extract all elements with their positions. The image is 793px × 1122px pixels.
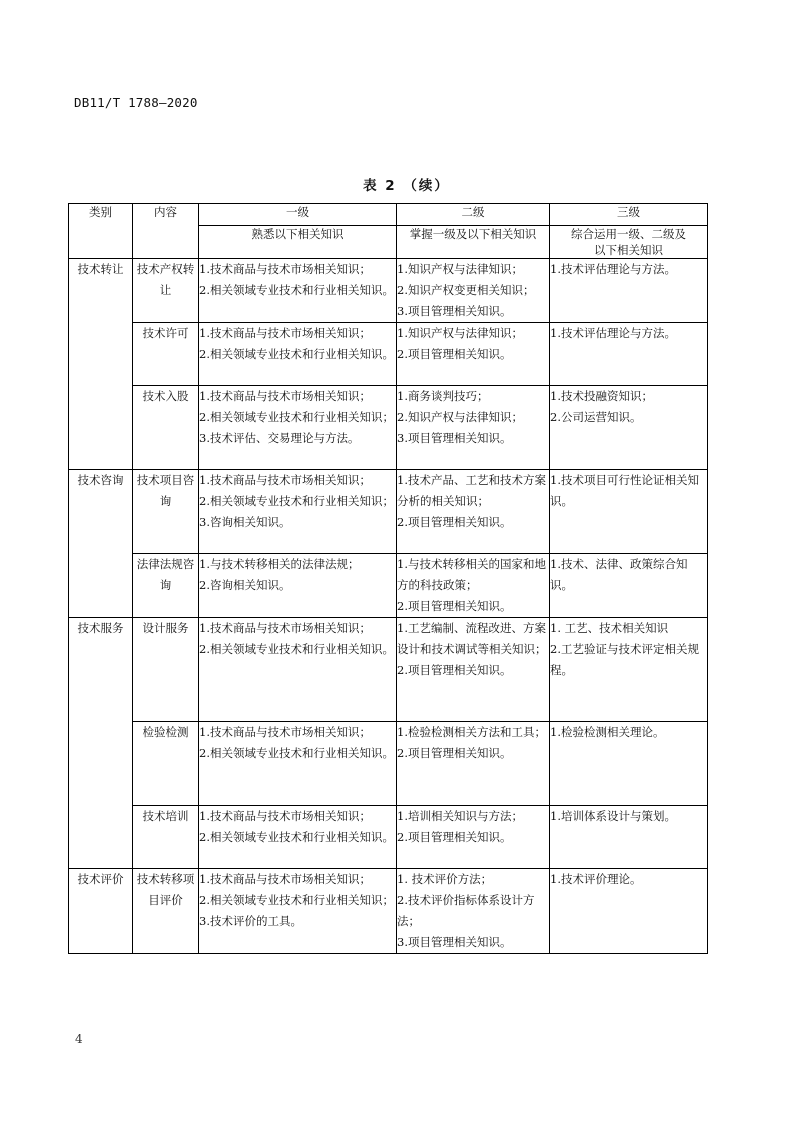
knowledge-item: 1.技术商品与技术市场相关知识； — [199, 809, 371, 823]
knowledge-item: 3.咨询相关知识。 — [199, 515, 291, 529]
knowledge-item: 1.技术产品、工艺和技术方案分析的相关知识； — [397, 473, 546, 508]
content-cell: 设计服务 — [133, 618, 199, 722]
category-cell: 技术咨询 — [69, 470, 133, 618]
content-cell: 技术产权转让 — [133, 259, 199, 323]
level3-cell — [550, 806, 708, 869]
table-row — [69, 806, 708, 869]
knowledge-item: 1.技术商品与技术市场相关知识； — [199, 725, 371, 739]
table-row — [69, 259, 708, 323]
knowledge-item: 1.知识产权与法律知识； — [397, 262, 523, 276]
knowledge-item: 2.项目管理相关知识。 — [397, 599, 512, 613]
level2-cell — [397, 554, 550, 618]
knowledge-item: 1.技术商品与技术市场相关知识； — [199, 262, 371, 276]
level1-cell — [199, 869, 397, 954]
knowledge-item: 2.工艺验证与技术评定相关规程。 — [550, 642, 699, 677]
knowledge-item: 1. 工艺、技术相关知识 — [550, 621, 669, 635]
knowledge-item: 1.培训相关知识与方法； — [397, 809, 523, 823]
header-level2-desc: 掌握一级及以下相关知识 — [397, 226, 550, 259]
level2-cell — [397, 259, 550, 323]
table-row — [69, 722, 708, 806]
level3-cell — [550, 722, 708, 806]
knowledge-item: 2.知识产权变更相关知识； — [397, 283, 535, 297]
category-cell: 技术评价 — [69, 869, 133, 954]
knowledge-item: 1.技术评估理论与方法。 — [550, 326, 676, 340]
knowledge-item: 3.技术评价的工具。 — [199, 914, 302, 928]
knowledge-item: 1.商务谈判技巧； — [397, 389, 489, 403]
table-row — [69, 470, 708, 554]
level1-cell — [199, 618, 397, 722]
header-level1: 一级 — [199, 204, 397, 226]
knowledge-item: 1.技术、法律、政策综合知识。 — [550, 557, 688, 592]
knowledge-item: 2.技术评价指标体系设计方法； — [397, 893, 535, 928]
table-caption: 表 2 （续） — [363, 178, 450, 194]
knowledge-item: 3.项目管理相关知识。 — [397, 935, 512, 949]
knowledge-item: 3.项目管理相关知识。 — [397, 431, 512, 445]
knowledge-item: 2.项目管理相关知识。 — [397, 746, 512, 760]
level2-cell — [397, 806, 550, 869]
level2-cell — [397, 386, 550, 470]
level2-cell — [397, 470, 550, 554]
header-level1-desc: 熟悉以下相关知识 — [199, 226, 397, 259]
content-cell: 检验检测 — [133, 722, 199, 806]
knowledge-item: 1.技术项目可行性论证相关知识。 — [550, 473, 699, 508]
knowledge-item: 2.相关领域专业技术和行业相关知识。 — [199, 283, 394, 297]
table-row — [69, 323, 708, 386]
level1-cell — [199, 806, 397, 869]
knowledge-item: 2.相关领域专业技术和行业相关知识。 — [199, 347, 394, 361]
level3-cell — [550, 554, 708, 618]
header-row-levels — [69, 204, 708, 226]
knowledge-item: 2.相关领域专业技术和行业相关知识。 — [199, 830, 394, 844]
knowledge-item: 1.技术商品与技术市场相关知识； — [199, 473, 371, 487]
header-category: 类别 — [69, 204, 133, 259]
level2-cell — [397, 869, 550, 954]
knowledge-item: 1.技术商品与技术市场相关知识； — [199, 326, 371, 340]
knowledge-item: 1.技术商品与技术市场相关知识； — [199, 872, 371, 886]
category-cell: 技术服务 — [69, 618, 133, 869]
level2-cell — [397, 323, 550, 386]
header-level2: 二级 — [397, 204, 550, 226]
table-body — [69, 259, 708, 954]
page-number: 4 — [75, 1032, 83, 1046]
knowledge-item: 2.知识产权与法律知识； — [397, 410, 523, 424]
level1-cell — [199, 259, 397, 323]
level3-cell — [550, 259, 708, 323]
level3-cell — [550, 869, 708, 954]
level3-cell — [550, 618, 708, 722]
knowledge-item: 2.项目管理相关知识。 — [397, 515, 512, 529]
content-cell: 技术许可 — [133, 323, 199, 386]
knowledge-item: 1.技术评价理论。 — [550, 872, 642, 886]
knowledge-item: 2.项目管理相关知识。 — [397, 830, 512, 844]
knowledge-item: 1.培训体系设计与策划。 — [550, 809, 676, 823]
knowledge-item: 2.相关领域专业技术和行业相关知识。 — [199, 642, 394, 656]
table-row — [69, 618, 708, 722]
header-level3-desc: 综合运用一级、二级及以下相关知识 — [550, 226, 708, 259]
table-row — [69, 869, 708, 954]
knowledge-item: 3.项目管理相关知识。 — [397, 304, 512, 318]
content-cell: 技术转移项目评价 — [133, 869, 199, 954]
level1-cell — [199, 470, 397, 554]
level3-cell — [550, 323, 708, 386]
header-level3: 三级 — [550, 204, 708, 226]
level1-cell — [199, 722, 397, 806]
knowledge-item: 1.工艺编制、流程改进、方案设计和技术调试等相关知识； — [397, 621, 547, 656]
table-row — [69, 554, 708, 618]
content-cell: 技术项目咨询 — [133, 470, 199, 554]
level3-cell — [550, 470, 708, 554]
knowledge-item: 1.与技术转移相关的国家和地方的科技政策； — [397, 557, 546, 592]
level2-cell — [397, 722, 550, 806]
level1-cell — [199, 386, 397, 470]
level3-cell — [550, 386, 708, 470]
knowledge-requirements-table — [68, 203, 708, 954]
document-code: DB11/T 1788—2020 — [74, 95, 198, 110]
knowledge-item: 1.技术评估理论与方法。 — [550, 262, 676, 276]
knowledge-item: 1.检验检测相关方法和工具； — [397, 725, 546, 739]
knowledge-item: 1.技术投融资知识； — [550, 389, 653, 403]
knowledge-item: 2.项目管理相关知识。 — [397, 347, 512, 361]
knowledge-item: 1.技术商品与技术市场相关知识； — [199, 621, 371, 635]
category-cell: 技术转让 — [69, 259, 133, 470]
level2-cell — [397, 618, 550, 722]
knowledge-item: 2.相关领域专业技术和行业相关知识； — [199, 410, 394, 424]
level1-cell — [199, 554, 397, 618]
knowledge-item: 3.技术评估、交易理论与方法。 — [199, 431, 360, 445]
knowledge-item: 2.公司运营知识。 — [550, 410, 642, 424]
knowledge-item: 1.知识产权与法律知识； — [397, 326, 523, 340]
knowledge-item: 2.项目管理相关知识。 — [397, 663, 512, 677]
table-row — [69, 386, 708, 470]
knowledge-item: 1.与技术转移相关的法律法规； — [199, 557, 360, 571]
content-cell: 技术培训 — [133, 806, 199, 869]
level1-cell — [199, 323, 397, 386]
knowledge-item: 1. 技术评价方法； — [397, 872, 493, 886]
knowledge-item: 1.技术商品与技术市场相关知识； — [199, 389, 371, 403]
knowledge-item: 2.相关领域专业技术和行业相关知识； — [199, 893, 394, 907]
content-cell: 法律法规咨询 — [133, 554, 199, 618]
knowledge-item: 2.相关领域专业技术和行业相关知识； — [199, 494, 394, 508]
knowledge-item: 2.咨询相关知识。 — [199, 578, 291, 592]
header-content: 内容 — [133, 204, 199, 259]
knowledge-item: 1.检验检测相关理论。 — [550, 725, 665, 739]
content-cell: 技术入股 — [133, 386, 199, 470]
knowledge-item: 2.相关领域专业技术和行业相关知识。 — [199, 746, 394, 760]
